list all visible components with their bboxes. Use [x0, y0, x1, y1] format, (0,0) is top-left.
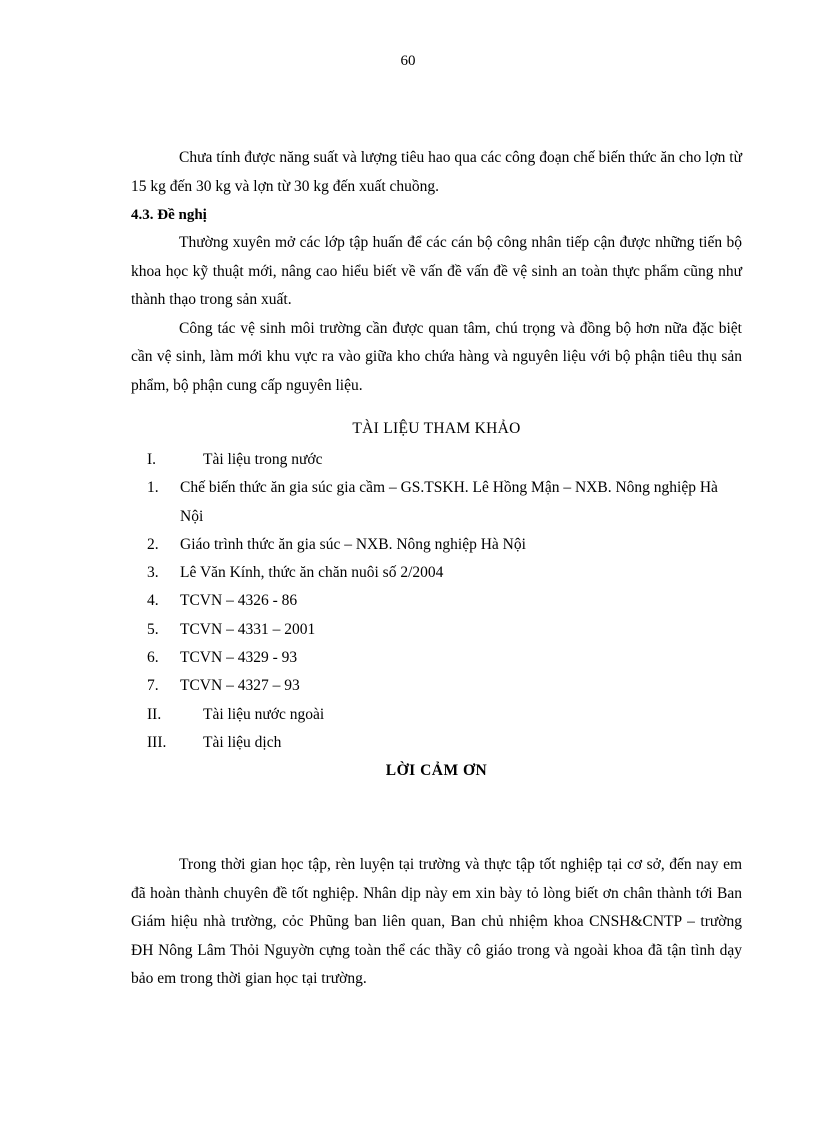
reference-group-marker: II.: [147, 705, 162, 723]
reference-item: [131, 616, 742, 644]
reference-item-marker: 3.: [147, 564, 159, 582]
reference-item-marker: 7.: [147, 677, 159, 695]
reference-item-marker: 1.: [147, 479, 159, 497]
reference-item-text: Chế biến thức ăn gia súc gia cầm – GS.TSKH. Lê Hồng Mận – NXB. Nông nghiệp Hà Nội: [180, 479, 718, 525]
reference-group-marker: III.: [147, 733, 167, 751]
reference-item-text: TCVN – 4331 – 2001: [180, 620, 316, 638]
acknowledgement-paragraph: Trong thời gian học tập, rèn luyện tại trường và thực tập tốt nghiệp tại cơ sở, đến nay em đã hoàn thành chuyên đề tốt nghiệp. Nhân dịp này em xin bày tỏ lòng biết ơn chân thành tới Ban Giám hiệu nhà trường, cỏc Phũng ban liên quan, Ban chủ nhiệm khoa CNSH&CNTP – trường ĐH Nông Lâm Thỏi Nguyờn cựng toàn thể các thầy cô giáo trong và ngoài khoa đã tận tình dạy bảo em trong thời gian học tại trường.: [131, 856, 742, 988]
reference-group-marker: I.: [147, 451, 157, 468]
reference-item-text: Giáo trình thức ăn gia súc – NXB. Nông nghiệp Hà Nội: [180, 535, 526, 553]
reference-item-marker: 5.: [147, 620, 159, 638]
reference-item-text: TCVN – 4327 – 93: [180, 677, 300, 695]
reference-item: [131, 531, 742, 559]
reference-item-marker: 2.: [147, 535, 159, 553]
reference-group-translated: [131, 729, 742, 757]
reference-item: [131, 644, 742, 672]
paragraph-training: Thường xuyên mở các lớp tập huấn để các cán bộ công nhân tiếp cận được những tiến bộ khoa học kỹ thuật mới, nâng cao hiểu biết về vấn đề vấn đề vệ sinh an toàn thực phẩm cũng như thành thạo trong sản xuất.: [131, 234, 742, 308]
paragraph-hygiene: Công tác vệ sinh môi trường cần được quan tâm, chú trọng và đồng bộ hơn nữa đặc biệt cần vệ sinh, làm mới khu vực ra vào giữa kho chứa hàng và nguyên liệu với bộ phận tiêu thụ sản phẩm, bộ phận cung cấp nguyên liệu.: [131, 319, 742, 394]
reference-item: [131, 474, 742, 531]
acknowledgement-title: LỜI CẢM ƠN: [385, 762, 488, 780]
reference-item-marker: 4.: [147, 592, 159, 610]
reference-group-foreign: [131, 701, 742, 729]
reference-group-label: Tài liệu trong nước: [203, 451, 323, 468]
reference-group-domestic: [131, 446, 742, 474]
reference-group-label: Tài liệu dịch: [203, 733, 282, 751]
reference-item-text: Lê Văn Kính, thức ăn chăn nuôi số 2/2004: [180, 564, 444, 582]
section-heading-recommendations: 4.3. Đề nghị: [131, 207, 207, 223]
document-body: [131, 144, 742, 994]
reference-item: [131, 672, 742, 700]
reference-item-marker: 6.: [147, 649, 159, 667]
page-number: 60: [400, 53, 416, 69]
reference-item-text: TCVN – 4329 - 93: [180, 649, 298, 667]
reference-item: [131, 587, 742, 615]
reference-item: [131, 559, 742, 587]
reference-group-label: Tài liệu nước ngoài: [203, 705, 325, 723]
references-title: TÀI LIỆU THAM KHẢO: [352, 420, 521, 437]
paragraph-limitations: Chưa tính được năng suất và lượng tiêu hao qua các công đoạn chế biến thức ăn cho lợn từ 15 kg đến 30 kg và lợn từ 30 kg đến xuất chuồng.: [131, 149, 742, 195]
reference-item-text: TCVN – 4326 - 86: [180, 592, 298, 610]
references-list: [131, 446, 742, 757]
